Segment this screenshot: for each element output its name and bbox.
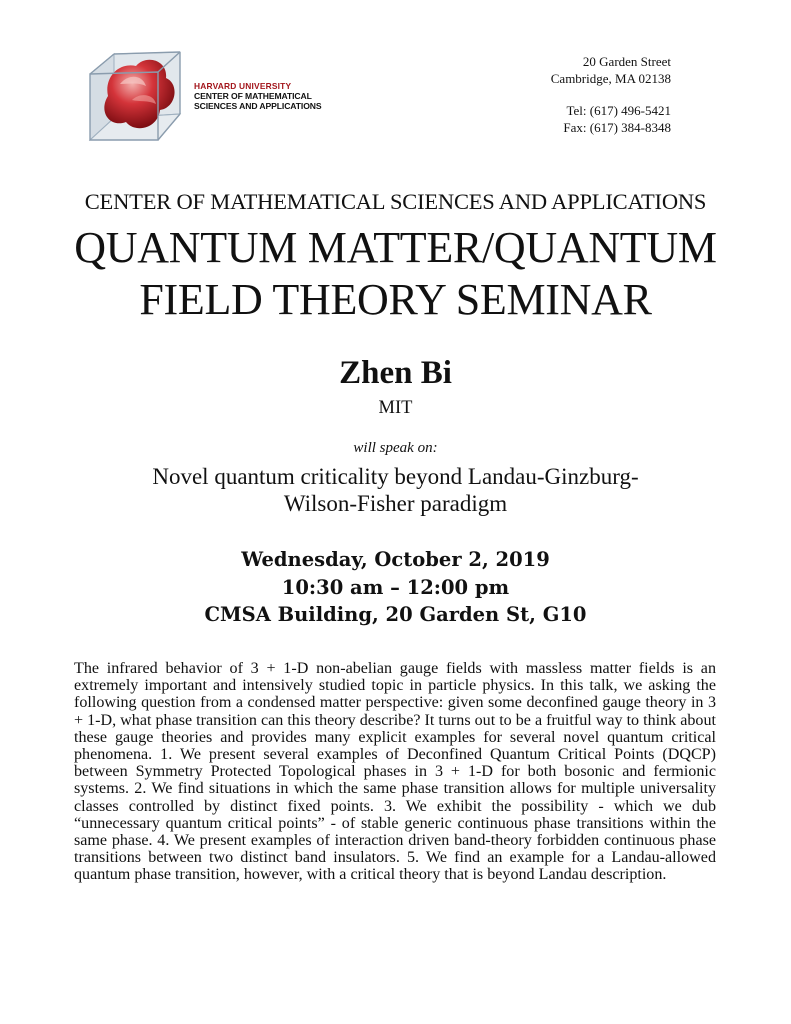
- center-title: CENTER OF MATHEMATICAL SCIENCES AND APPLICATIONS: [84, 189, 707, 214]
- address-city: Cambridge, MA 02138: [550, 70, 671, 86]
- event-location: CMSA Building, 20 Garden St, G10: [204, 603, 587, 626]
- address-tel: Tel: (617) 496-5421: [566, 103, 671, 118]
- talk-title-line1: Novel quantum criticality beyond Landau-Ginzburg-: [152, 464, 639, 489]
- contact-address: [551, 54, 671, 136]
- event-details: [0, 546, 791, 629]
- address-street: 20 Garden Street: [582, 54, 671, 69]
- talk-intro: will speak on:: [353, 440, 438, 456]
- abstract-text: The infrared behavior of 3 + 1-D non-abelian gauge fields with massless matter fields is an extremely important and intensively studied topic in particle physics. In this talk, we asking the following question from a condensed matter perspective: given some deconfined gauge theory in 3 + 1-D, what phase transition can this theory describe? It turns out to be a fruitful way to think about these gauge theories and provides many explicit examples for several novel quantum critical phenomena. 1. We present several examples of Deconfined Quantum Critical Points (DQCP) between Symmetry Protected Topological phases in 3 + 1-D for both bosonic and fermionic systems. 2. We find situations in which the same phase transition allows for multiple universality classes controlled by distinct fixed points. 3. We exhibit the possibility - which we dub “unnecessary quantum critical points” - of stable generic continuous phase transitions within the same phase. 4. We present examples of interaction driven band-theory forbidden continuous phase transitions between two distinct band insulators. 5. We find an example for a Landau-allowed quantum phase transition, however, with a critical theory that is beyond Landau description.: [74, 660, 716, 884]
- talk-title-line2: Wilson-Fisher paradigm: [283, 491, 508, 516]
- org-center-line: CENTER OF MATHEMATICAL: [194, 91, 312, 101]
- seminar-title-line1: QUANTUM MATTER/QUANTUM: [74, 223, 717, 272]
- seminar-title: [0, 222, 791, 326]
- cmsa-cube-logo-icon: [88, 44, 188, 144]
- speaker-affiliation: MIT: [378, 398, 413, 418]
- address-fax: Fax: (617) 384-8348: [563, 119, 671, 135]
- event-time: 10:30 am – 12:00 pm: [281, 575, 510, 599]
- talk-title: [0, 463, 791, 517]
- org-sciences-line: SCIENCES AND APPLICATIONS: [194, 101, 322, 111]
- org-university-line: HARVARD UNIVERSITY: [194, 81, 292, 91]
- event-date: Wednesday, October 2, 2019: [241, 548, 550, 571]
- organization-name: [194, 81, 322, 111]
- speaker-name: Zhen Bi: [339, 355, 452, 391]
- seminar-title-line2: FIELD THEORY SEMINAR: [139, 275, 652, 324]
